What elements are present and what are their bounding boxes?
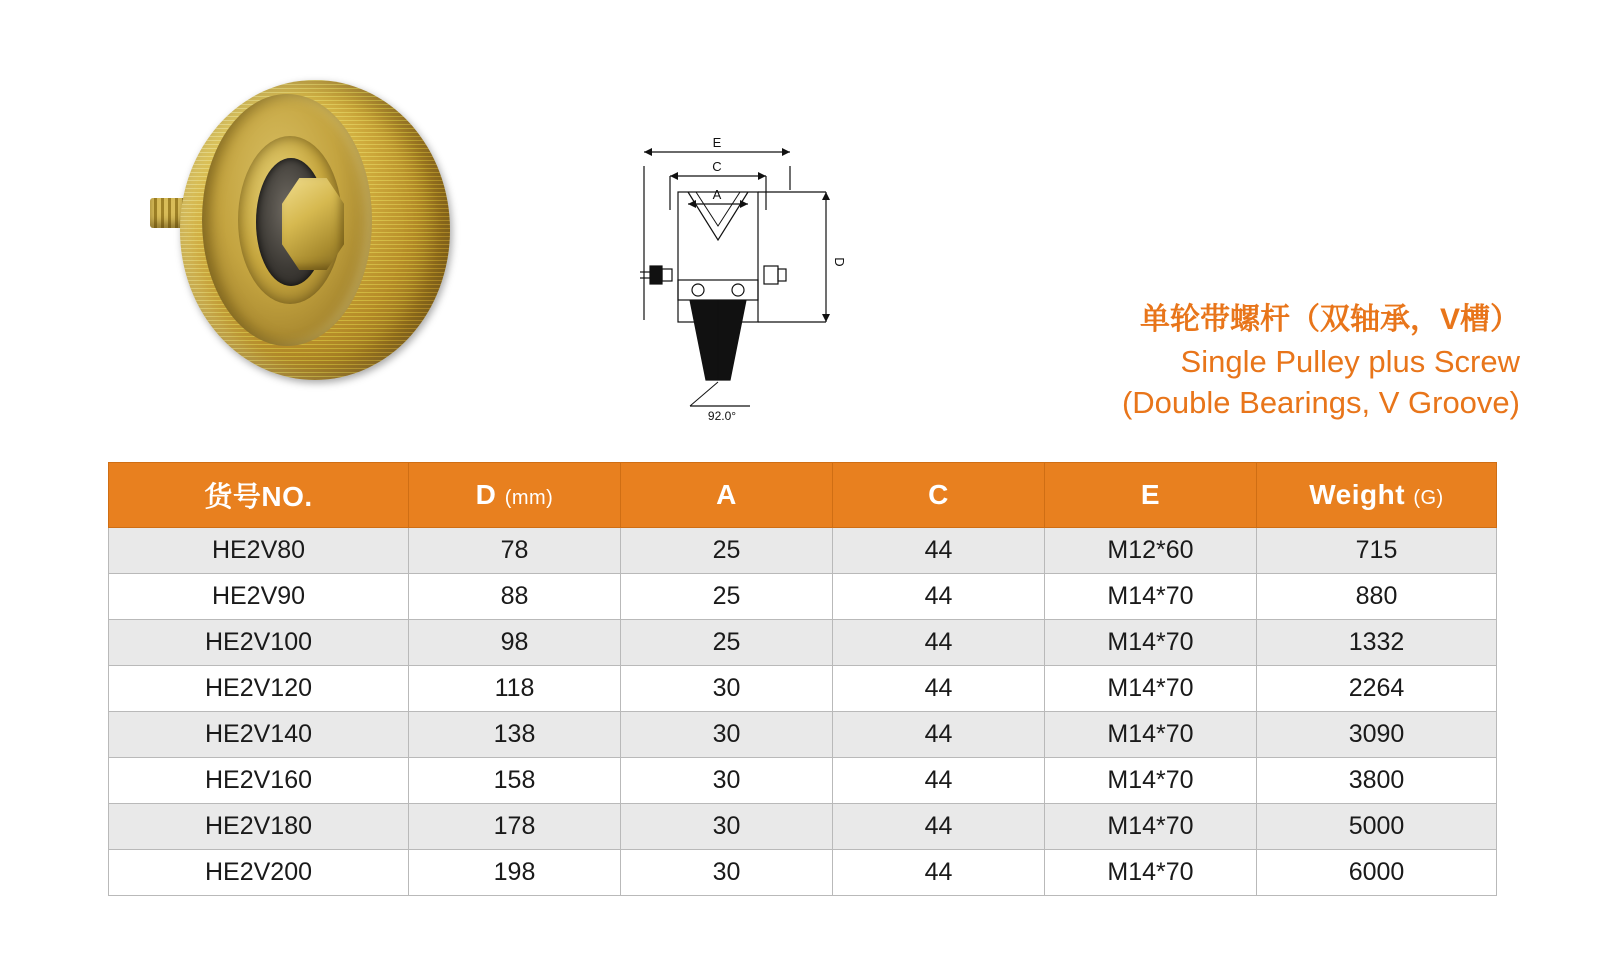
- cell-a: 30: [621, 850, 833, 896]
- table-row: [109, 574, 1497, 620]
- cell-e: M12*60: [1045, 528, 1257, 574]
- product-title-en-line1: Single Pulley plus Screw: [1180, 343, 1520, 379]
- cell-c: 44: [833, 758, 1045, 804]
- cell-weight: 880: [1257, 574, 1497, 620]
- column-header-weight-unit: (G): [1413, 487, 1444, 509]
- cell-weight: 6000: [1257, 850, 1497, 896]
- cell-a: 25: [621, 620, 833, 666]
- product-photo: [150, 70, 470, 390]
- drawing-label-angle: 92.0°: [707, 409, 737, 423]
- cell-d: 98: [409, 620, 621, 666]
- product-title-cn: 单轮带螺杆（双轴承，V槽）: [1139, 303, 1520, 336]
- product-title-en-line2: (Double Bearings, V Groove): [1121, 385, 1520, 421]
- cell-c: 44: [833, 804, 1045, 850]
- cell-e: M14*70: [1045, 620, 1257, 666]
- cell-weight: 5000: [1257, 804, 1497, 850]
- table-row: [109, 850, 1497, 896]
- product-header-area: [0, 0, 1600, 455]
- hex-nut-icon: [282, 178, 344, 270]
- cell-a: 25: [621, 574, 833, 620]
- column-header-a-text: A: [716, 479, 737, 510]
- cell-model: HE2V90: [109, 574, 409, 620]
- column-header-weight-text: Weight: [1309, 479, 1406, 510]
- cell-weight: 3800: [1257, 758, 1497, 804]
- table-row: [109, 712, 1497, 758]
- cell-e: M14*70: [1045, 850, 1257, 896]
- cell-c: 44: [833, 712, 1045, 758]
- column-header-a: [621, 463, 833, 528]
- cell-d: 138: [409, 712, 621, 758]
- table-row: [109, 804, 1497, 850]
- column-header-e-text: E: [1140, 479, 1161, 510]
- cell-d: 78: [409, 528, 621, 574]
- cell-e: M14*70: [1045, 574, 1257, 620]
- table-header-row: [109, 463, 1497, 528]
- technical-drawing: [630, 130, 890, 430]
- cell-model: HE2V160: [109, 758, 409, 804]
- drawing-label-A: A: [712, 187, 722, 202]
- cell-c: 44: [833, 666, 1045, 712]
- cell-weight: 2264: [1257, 666, 1497, 712]
- drawing-label-D: D: [832, 257, 847, 267]
- drawing-label-C: C: [712, 159, 722, 174]
- column-header-no-text: 货号NO.: [204, 481, 313, 512]
- column-header-weight: [1257, 463, 1497, 528]
- cell-c: 44: [833, 574, 1045, 620]
- cell-c: 44: [833, 620, 1045, 666]
- cell-model: HE2V180: [109, 804, 409, 850]
- cell-d: 118: [409, 666, 621, 712]
- cell-d: 88: [409, 574, 621, 620]
- table-row: [109, 758, 1497, 804]
- column-header-d: [409, 463, 621, 528]
- product-title-block: [900, 300, 1520, 424]
- column-header-c-text: C: [928, 479, 949, 510]
- cell-d: 198: [409, 850, 621, 896]
- cell-e: M14*70: [1045, 712, 1257, 758]
- cell-a: 25: [621, 528, 833, 574]
- specification-table: [108, 462, 1497, 896]
- cell-d: 158: [409, 758, 621, 804]
- cell-a: 30: [621, 758, 833, 804]
- table-row: [109, 620, 1497, 666]
- cell-a: 30: [621, 804, 833, 850]
- column-header-d-text: D: [475, 479, 497, 510]
- table-row: [109, 666, 1497, 712]
- column-header-no: [109, 463, 409, 528]
- cell-model: HE2V120: [109, 666, 409, 712]
- column-header-e: [1045, 463, 1257, 528]
- cell-weight: 1332: [1257, 620, 1497, 666]
- cell-model: HE2V200: [109, 850, 409, 896]
- cell-e: M14*70: [1045, 804, 1257, 850]
- cell-c: 44: [833, 850, 1045, 896]
- cell-weight: 715: [1257, 528, 1497, 574]
- cell-a: 30: [621, 712, 833, 758]
- cell-model: HE2V140: [109, 712, 409, 758]
- cell-e: M14*70: [1045, 758, 1257, 804]
- cell-c: 44: [833, 528, 1045, 574]
- cell-model: HE2V80: [109, 528, 409, 574]
- cell-weight: 3090: [1257, 712, 1497, 758]
- column-header-c: [833, 463, 1045, 528]
- cell-a: 30: [621, 666, 833, 712]
- table-row: [109, 528, 1497, 574]
- technical-drawing-svg: [630, 130, 890, 430]
- cell-model: HE2V100: [109, 620, 409, 666]
- drawing-label-E: E: [712, 135, 722, 150]
- cell-e: M14*70: [1045, 666, 1257, 712]
- cell-d: 178: [409, 804, 621, 850]
- column-header-d-unit: (mm): [504, 487, 554, 509]
